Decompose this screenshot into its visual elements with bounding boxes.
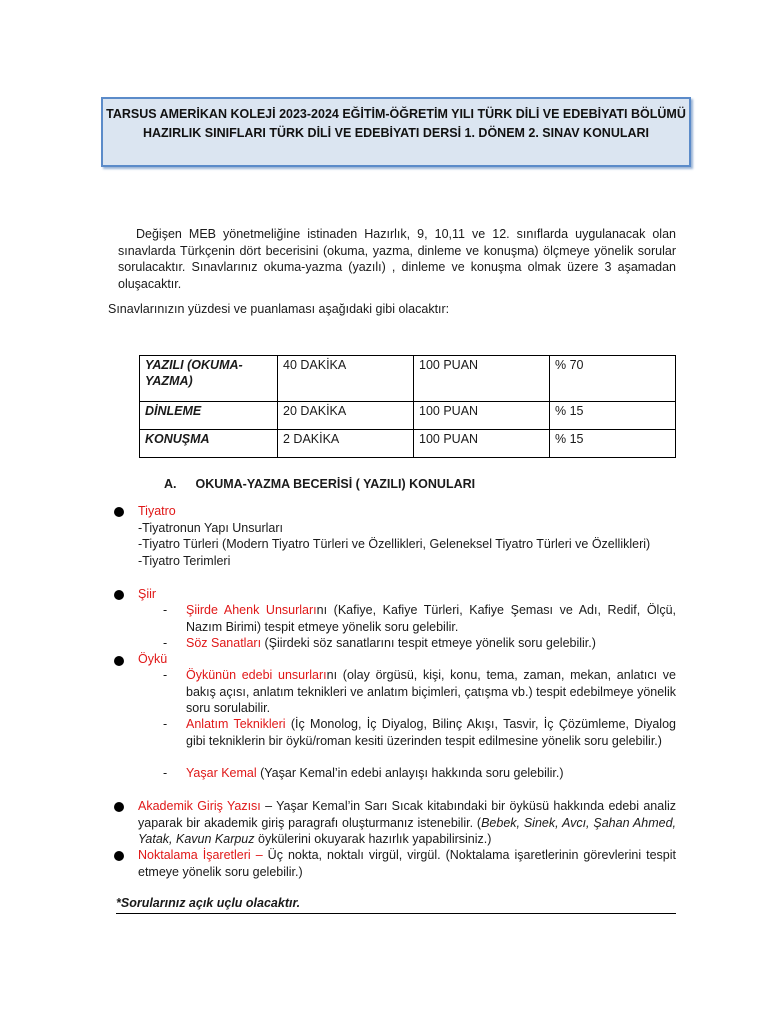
bullet-icon: [114, 507, 124, 517]
topic-detail: öykülerini okuyarak hazırlık yapabilirsiniz.): [254, 832, 492, 846]
list-item: -Tiyatro Terimleri: [138, 554, 231, 568]
document-title-box: [101, 97, 691, 167]
topic-highlight: Şiirde Ahenk Unsurları: [186, 603, 317, 617]
topic-detail: – Yaşar Kemal’in Sarı Sıcak kitabındaki bir öyküsü hakkında edebi analiz yaparak bir akademik giriş paragrafı oluşturmanız istenebilir. (: [138, 799, 676, 830]
title-line-1: TARSUS AMERİKAN KOLEJİ 2023-2024 EĞİTİM-ÖĞRETİM YILI TÜRK DİLİ VE EDEBİYATI BÖLÜMÜ: [106, 107, 686, 121]
dash-marker: -: [163, 766, 168, 780]
topic-detail: nı (olay örgüsü, kişi, konu, tema, zaman, mekan, anlatıcı ve bakış açısı, anlatım teknikleri ve anlatım biçimleri, çatışma vb.) tespit edebilmeye yönelik soru sorulabilir.: [186, 668, 676, 715]
duration-cell: 20 DAKİKA: [278, 402, 414, 430]
dash-marker: -: [163, 717, 168, 731]
topic-akademik: [138, 798, 676, 848]
percent-cell: % 15: [550, 430, 676, 458]
section-a-heading: [164, 476, 475, 493]
topic-highlight: Söz Sanatları: [186, 636, 262, 650]
percent-cell: % 70: [550, 356, 676, 402]
points-cell: 100 PUAN: [414, 430, 550, 458]
bullet-icon: [114, 656, 124, 666]
bullet-icon: [114, 851, 124, 861]
scoring-note: Sınavlarınızın yüzdesi ve puanlaması aşağıdaki gibi olacaktır:: [108, 302, 450, 316]
topic-highlight: Akademik Giriş Yazısı: [138, 799, 261, 813]
topic-detail: (Yaşar Kemal’in edebi anlayışı hakkında soru gelebilir.): [256, 766, 564, 780]
exam-type-cell: KONUŞMA: [140, 430, 278, 458]
section-title: OKUMA-YAZMA BECERİSİ ( YAZILI) KONULARI: [195, 477, 476, 491]
topic-title-tiyatro: Tiyatro: [138, 504, 176, 518]
points-cell: 100 PUAN: [414, 356, 550, 402]
bullet-icon: [114, 802, 124, 812]
dash-marker: -: [163, 603, 168, 617]
list-item: -Tiyatro Türleri (Modern Tiyatro Türleri ve Özellikleri, Geleneksel Tiyatro Türleri ve Özellikleri): [138, 537, 651, 551]
table-row: [140, 402, 676, 430]
duration-cell: 40 DAKİKA: [278, 356, 414, 402]
title-line-2: HAZIRLIK SINIFLARI TÜRK DİLİ VE EDEBİYATI DERSİ 1. DÖNEM 2. SINAV KONULARI: [142, 126, 650, 140]
exam-scoring-table: [139, 355, 676, 458]
topic-detail: (Şiirdeki söz sanatlarını tespit etmeye yönelik soru gelebilir.): [261, 636, 596, 650]
points-cell: 100 PUAN: [414, 402, 550, 430]
dash-marker: -: [163, 668, 168, 682]
table-row: [140, 356, 676, 402]
list-item: [186, 635, 676, 652]
section-marker: A.: [164, 477, 177, 491]
intro-paragraph: Değişen MEB yönetmeliğine istinaden Hazırlık, 9, 10,11 ve 12. sınıflarda uygulanacak olan sınavlarda Türkçenin dört becerisini (okuma, yazma, dinleme ve konuşma) ölçmeye yönelik sorular sorulacaktır. Sınavlarınız okuma-yazma (yazılı) , dinleme ve konuşma olmak üzere 3 aşamadan oluşacaktır.: [118, 227, 676, 291]
topic-highlight: Noktalama İşaretleri –: [138, 848, 263, 862]
exam-type-cell: YAZILI (OKUMA-YAZMA): [140, 356, 278, 402]
topic-detail: (İç Monolog, İç Diyalog, Bilinç Akışı, Tasvir, İç Çözümleme, Diyalog gibi tekniklerin bir öykü/roman kesiti üzerinden tespit edilmesine yönelik soru gelebilir.): [186, 717, 676, 748]
table-row: [140, 430, 676, 458]
topic-title-siir: Şiir: [138, 587, 157, 601]
duration-cell: 2 DAKİKA: [278, 430, 414, 458]
list-item: [186, 716, 676, 749]
bullet-icon: [114, 590, 124, 600]
topic-noktalama: [138, 847, 676, 880]
story-titles: Bebek, Sinek, Avcı, Şahan Ahmed, Yatak, Kavun Karpuz: [138, 815, 676, 846]
list-item: -Tiyatronun Yapı Unsurları: [138, 521, 283, 535]
list-item: [186, 765, 676, 782]
exam-type-cell: DİNLEME: [140, 402, 278, 430]
footer-note: *Sorularınız açık uçlu olacaktır.: [116, 895, 676, 914]
dash-marker: -: [163, 636, 168, 650]
topic-highlight: Yaşar Kemal: [186, 766, 257, 780]
topic-title-oyku: Öykü: [138, 652, 168, 666]
list-item: [186, 602, 676, 635]
topic-detail: Üç nokta, noktalı virgül, virgül. (Noktalama işaretlerinin görevlerini tespit etmeye yönelik soru gelebilir.): [138, 848, 676, 879]
topic-highlight: Anlatım Teknikleri: [186, 717, 286, 731]
list-item: [186, 667, 676, 717]
percent-cell: % 15: [550, 402, 676, 430]
topic-detail: nı (Kafiye, Kafiye Türleri, Kafiye Şeması ve Adı, Redif, Ölçü, Nazım Birimi) tespit etmeye yönelik soru gelebilir.: [186, 603, 676, 634]
topic-highlight: Öykünün edebi unsurları: [186, 668, 327, 682]
